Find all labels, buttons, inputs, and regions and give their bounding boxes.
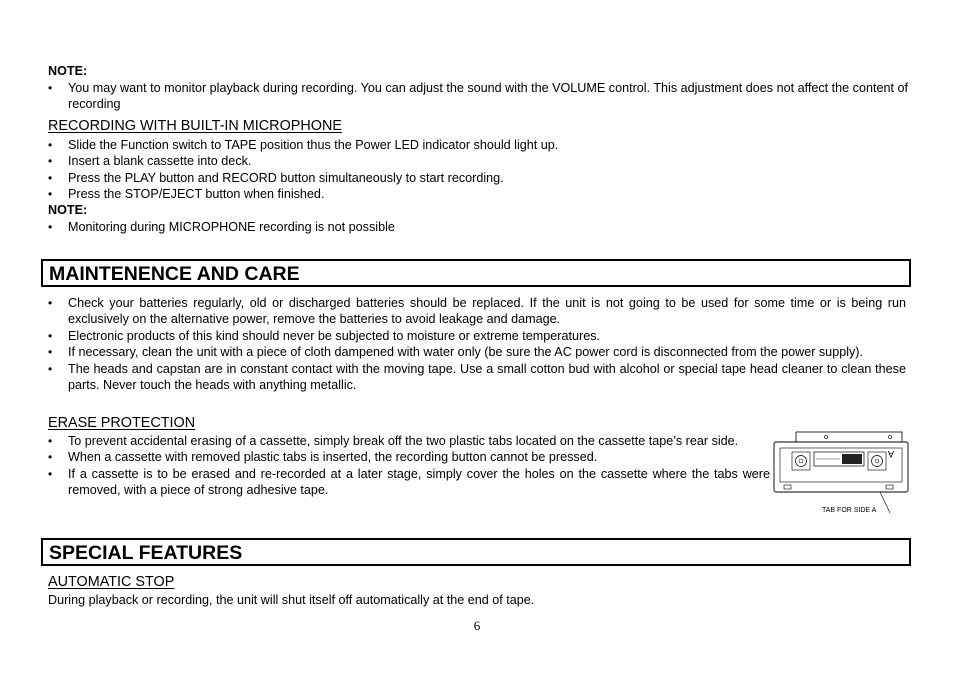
list-item: • The heads and capstan are in constant contact with the moving tape. Use a small cotton bud with alcohol or special tape head cleaner to clean these parts. Never touch the heads with anything metallic. [48,361,906,394]
list-item: • Press the STOP/EJECT button when finished. [48,186,908,202]
automatic-stop-text: During playback or recording, the unit will shut itself off automatically at the end of tape. [48,593,535,607]
list-item: • Check your batteries regularly, old or discharged batteries should be replaced. If the unit is not going to be used for some time or is being run exclusively on the alternative power, remove the batteries to avoid leakage and damage. [48,295,906,328]
list-item: • Slide the Function switch to TAPE position thus the Power LED indicator should light up. [48,137,908,153]
note-list [48,219,908,235]
section-header-maintenance [41,259,911,287]
section-title: MAINTENENCE AND CARE [49,263,300,285]
note-label: NOTE: [48,64,88,78]
cassette-tab-figure [770,428,910,520]
automatic-stop-heading: AUTOMATIC STOP [48,574,175,590]
recording-mic-heading: RECORDING WITH BUILT-IN MICROPHONE [48,118,342,134]
note-item: • You may want to monitor playback during recording. You can adjust the sound with the VOLUME control. This adjustment does not affect the content of recording [48,80,908,113]
page-number: 6 [473,618,481,633]
list-item: • If necessary, clean the unit with a piece of cloth dampened with water only (be sure the AC power cord is disconnected from the power supply). [48,344,906,360]
erase-protection-list [48,433,770,499]
note-item: • Monitoring during MICROPHONE recording is not possible [48,219,908,235]
side-a-label: A [887,449,894,459]
note-list [48,80,908,113]
tab-caption: TAB FOR SIDE A [822,507,877,514]
erase-protection-heading: ERASE PROTECTION [48,415,196,431]
list-item: • Insert a blank cassette into deck. [48,153,908,169]
list-item: • To prevent accidental erasing of a cassette, simply break off the two plastic tabs located on the cassette tape’s rear side. [48,433,770,449]
list-item: • When a cassette with removed plastic tabs is inserted, the recording button cannot be pressed. [48,449,770,465]
list-item: • Press the PLAY button and RECORD button simultaneously to start recording. [48,170,908,186]
note-label: NOTE: [48,203,88,217]
recording-mic-list [48,137,908,203]
section-title: SPECIAL FEATURES [49,542,243,564]
maintenance-list [48,295,906,393]
list-item: • If a cassette is to be erased and re-recorded at a later stage, simply cover the holes on the cassette where the tabs were removed, with a piece of strong adhesive tape. [48,466,770,499]
section-header-special-features [41,538,911,566]
list-item: • Electronic products of this kind should never be subjected to moisture or extreme temperatures. [48,328,906,344]
